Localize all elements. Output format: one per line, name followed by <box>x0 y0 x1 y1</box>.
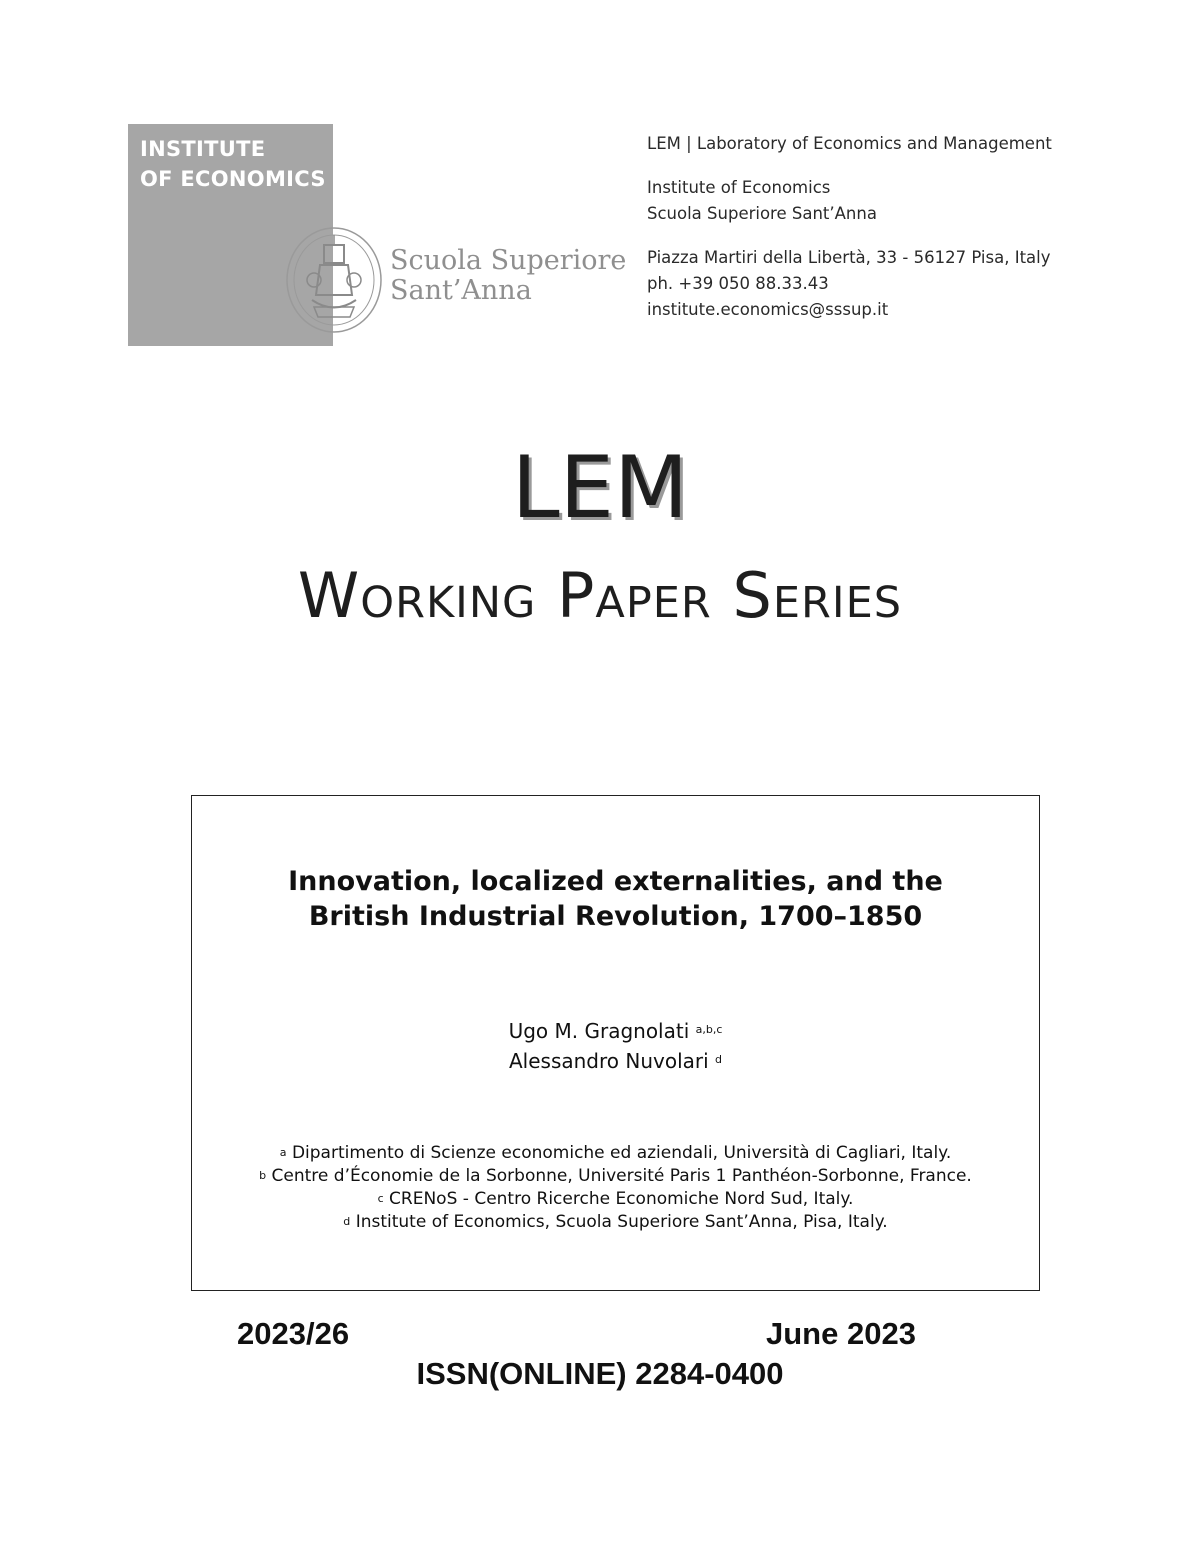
logo-line-1: INSTITUTE <box>140 137 266 161</box>
paper-title-line-2: British Industrial Revolution, 1700–1850 <box>308 901 923 932</box>
address: Piazza Martiri della Libertà, 33 - 56127 Pisa, Italy <box>647 248 1051 267</box>
affiliation-text: Centre d’Économie de la Sorbonne, Université Paris 1 Panthéon-Sorbonne, France. <box>271 1166 972 1186</box>
paper-date: June 2023 <box>766 1316 916 1351</box>
affiliation <box>192 1188 1039 1211</box>
author-affiliation-marks: a,b,c <box>695 1023 723 1036</box>
affiliation-mark: b <box>259 1169 267 1182</box>
affiliation-text: Dipartimento di Scienze economiche ed aziendali, Università di Cagliari, Italy. <box>291 1143 952 1163</box>
affiliation-mark: d <box>343 1215 351 1228</box>
affiliation <box>192 1165 1039 1188</box>
school-line-2: Sant’Anna <box>390 275 532 306</box>
school-name: Scuola Superiore Sant’Anna <box>647 204 877 223</box>
school-line-1: Scuola Superiore <box>390 245 627 276</box>
email[interactable]: institute.economics@sssup.it <box>647 300 889 319</box>
author-affiliation-marks: d <box>715 1053 723 1066</box>
affiliation-text: CRENoS - Centro Ricerche Economiche Nord Sud, Italy. <box>389 1189 854 1209</box>
paper-number: 2023/26 <box>237 1316 350 1351</box>
author-name: Ugo M. Gragnolati <box>508 1019 690 1043</box>
paper-title <box>192 864 1039 934</box>
institute-name: Institute of Economics <box>647 178 831 197</box>
affiliation-list <box>192 1142 1039 1234</box>
affiliation <box>192 1211 1039 1234</box>
contact-block <box>647 131 1052 323</box>
author-list <box>192 1016 1039 1076</box>
affiliation-mark: a <box>279 1146 287 1159</box>
paper-info-box <box>191 795 1040 1291</box>
school-name-logo <box>390 246 626 306</box>
seal-icon <box>284 225 384 335</box>
series-acronym: LEM <box>511 438 689 538</box>
logo-text <box>140 134 326 194</box>
affiliation-text: Institute of Economics, Scuola Superiore Sant’Anna, Pisa, Italy. <box>355 1212 888 1232</box>
lab-name: LEM | Laboratory of Economics and Management <box>647 134 1052 153</box>
issn: ISSN(ONLINE) 2284-0400 <box>416 1356 784 1391</box>
author <box>192 1046 1039 1076</box>
paper-title-line-1: Innovation, localized externalities, and the <box>288 866 943 897</box>
affiliation-mark: c <box>377 1192 384 1205</box>
logo-line-2: OF ECONOMICS <box>140 167 326 191</box>
author-name: Alessandro Nuvolari <box>508 1049 709 1073</box>
affiliation <box>192 1142 1039 1165</box>
author <box>192 1016 1039 1046</box>
phone: ph. +39 050 88.33.43 <box>647 274 829 293</box>
series-name: Working Paper Series <box>297 559 903 632</box>
